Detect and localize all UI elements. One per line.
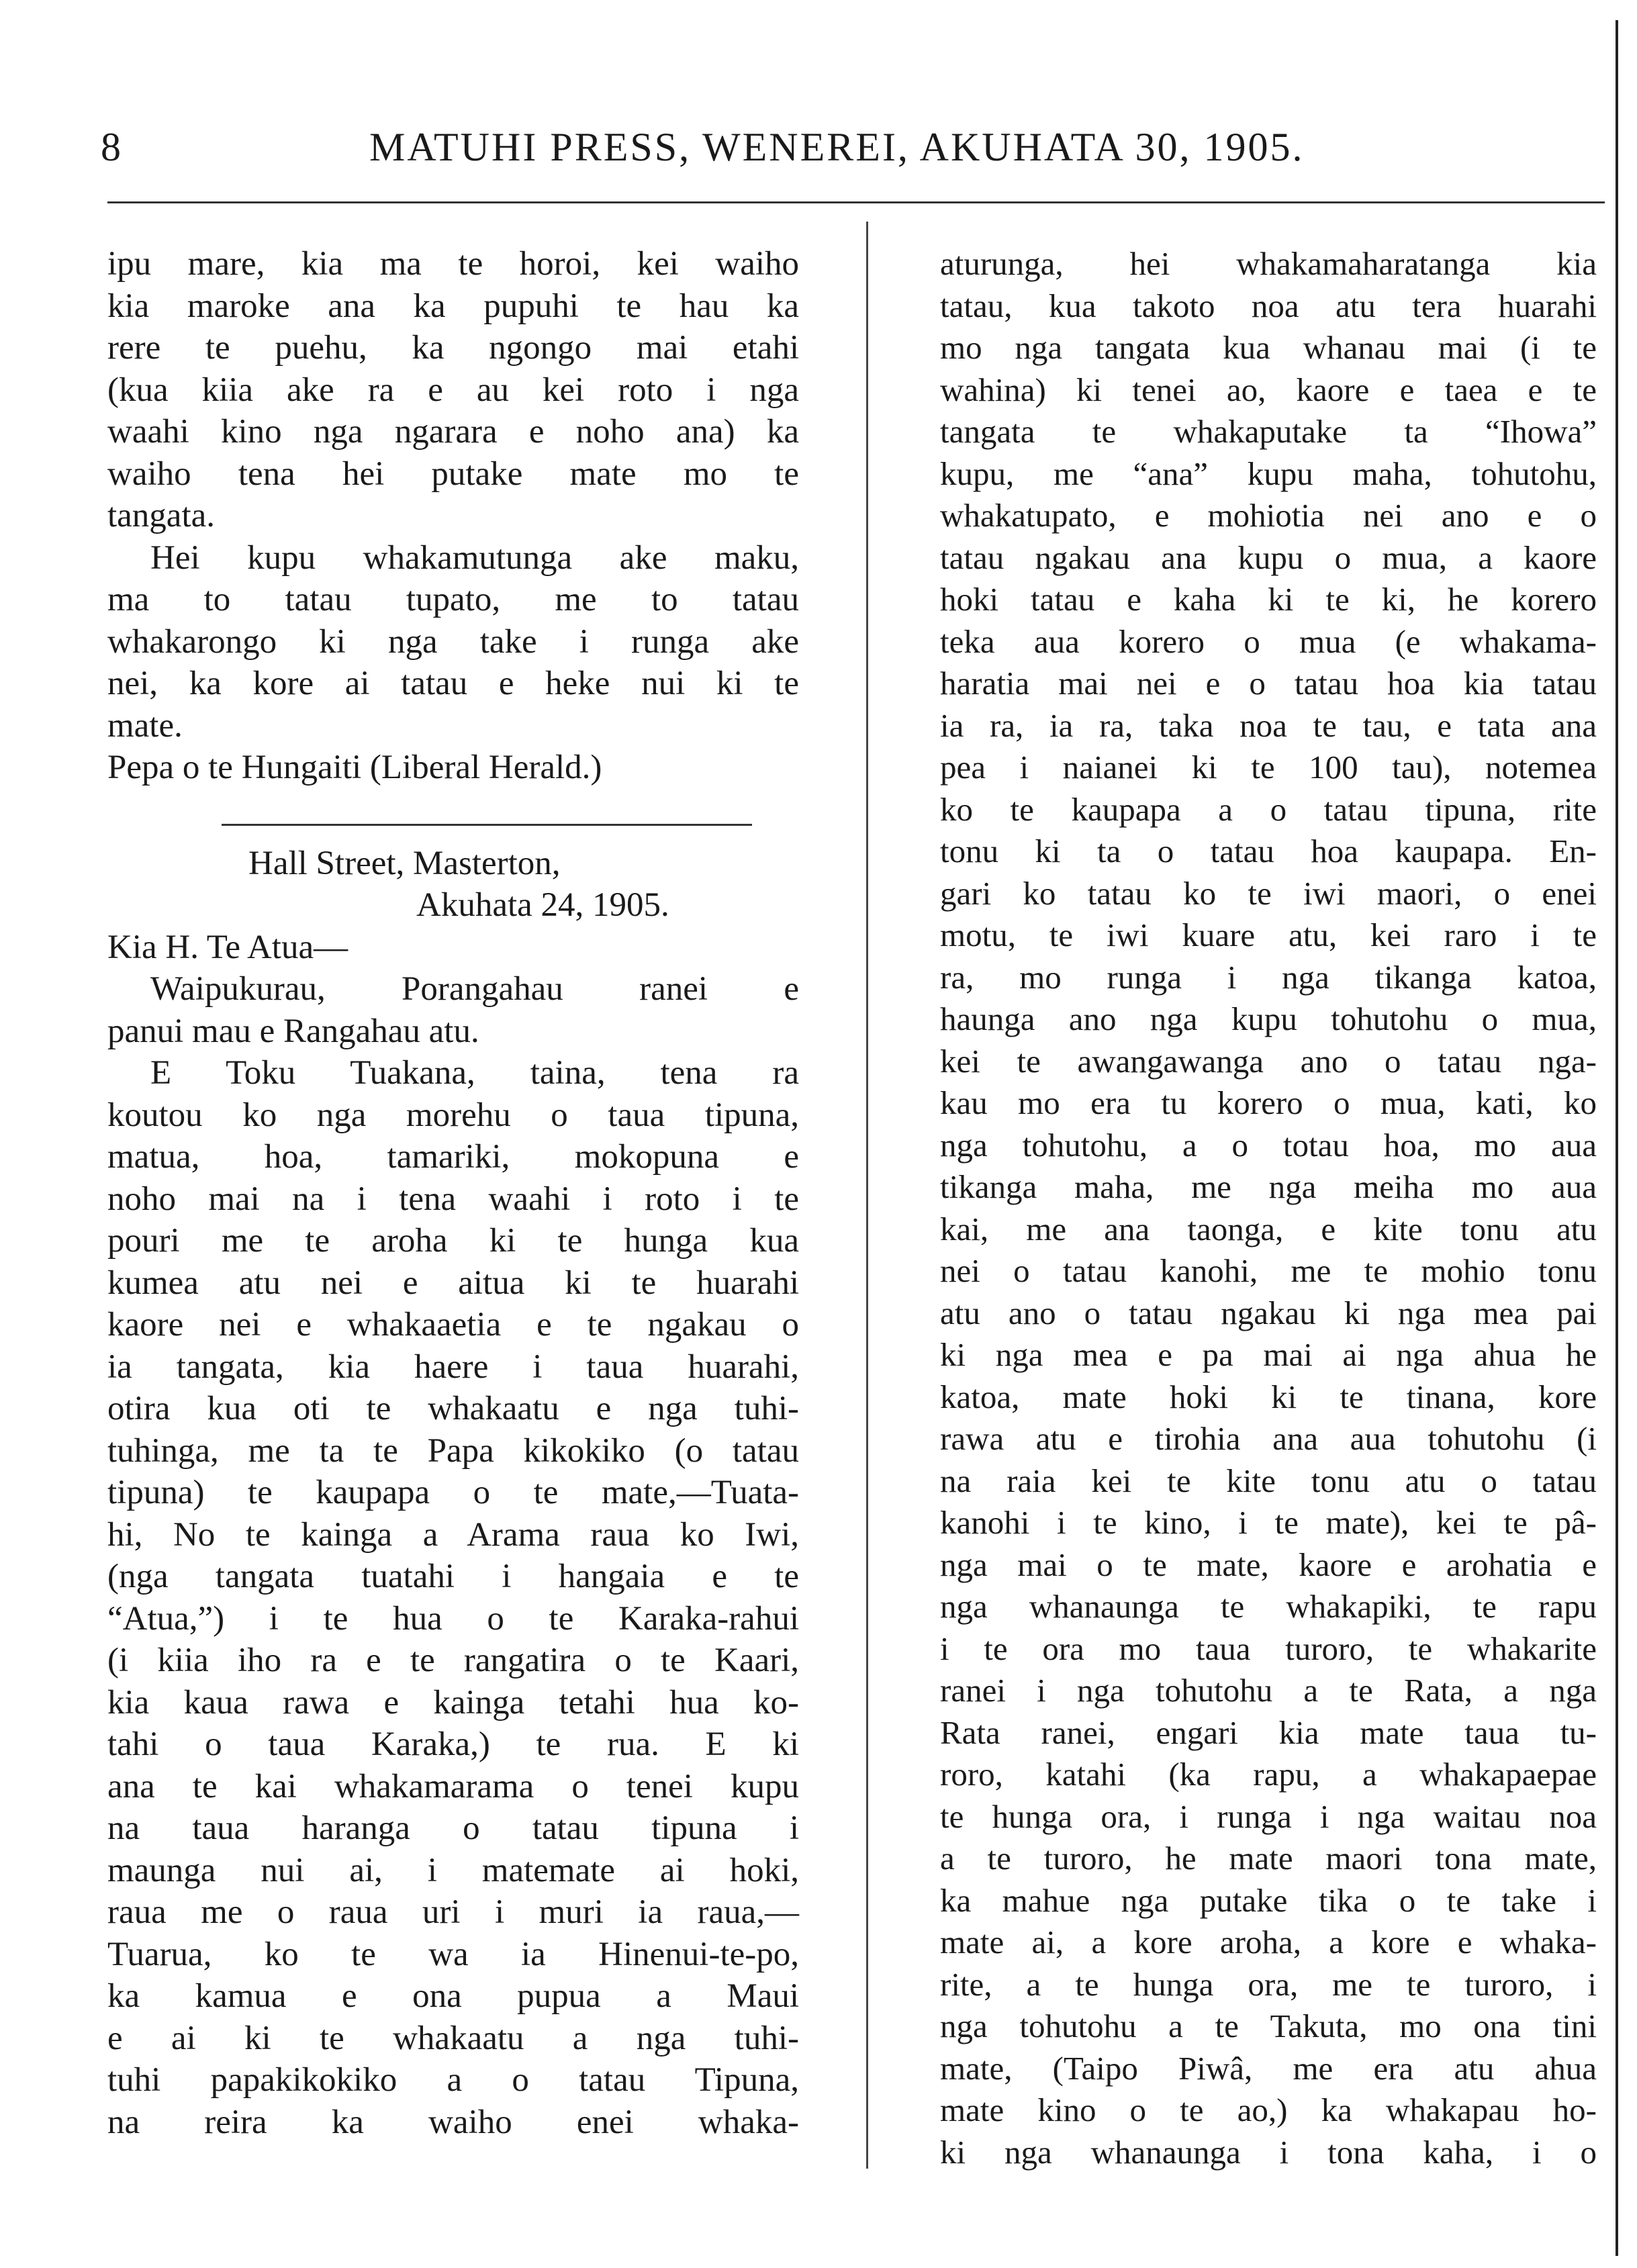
text-line: nga whanaunga te whakapiki, te rapu xyxy=(940,1588,1597,1625)
text-line: E Toku Tuakana, taina, tena ra xyxy=(150,1054,799,1092)
text-line: tipuna) te kaupapa o te mate,—Tuata- xyxy=(107,1474,799,1511)
text-line: ka mahue nga putake tika o te take i xyxy=(940,1881,1597,1919)
text-line: matua, hoa, tamariki, mokopuna e xyxy=(107,1138,799,1176)
text-line: ma to tatau tupato, me to tatau xyxy=(107,581,799,618)
text-line: nga tohutohu a te Takuta, mo ona tini xyxy=(940,2007,1597,2044)
text-line: (kua kiia ake ra e au kei roto i nga xyxy=(107,371,799,409)
text-line: “Atua,”) i te hua o te Karaka-rahui xyxy=(107,1599,799,1638)
text-line: pea i naianei ki te 100 tau), notemea xyxy=(940,749,1597,786)
text-line: (nga tangata tuatahi i hangaia e te xyxy=(107,1558,799,1595)
text-line: mate. xyxy=(107,706,183,745)
text-line: kaore nei e whakaaetia e te ngakau o xyxy=(107,1306,799,1343)
text-line: kei te awangawanga ano o tatau nga- xyxy=(940,1042,1597,1080)
text-line: waahi kino nga ngarara e noho ana) ka xyxy=(107,413,799,451)
text-line: nga tohutohu, a o totau hoa, mo aua xyxy=(940,1126,1597,1164)
text-line: nei o tatau kanohi, me te mohio tonu xyxy=(940,1252,1597,1289)
text-line: kupu, me “ana” kupu maha, tohutohu, xyxy=(940,455,1597,492)
text-line: ipu mare, kia ma te horoi, kei waiho xyxy=(107,245,799,283)
text-line: kanohi i te kino, i te mate), kei te pâ- xyxy=(940,1504,1597,1541)
text-line: ko te kaupapa a o tatau tipuna, rite xyxy=(940,790,1597,828)
text-line: ia ra, ia ra, taka noa te tau, e tata ana xyxy=(940,706,1597,744)
text-line: Rata ranei, engari kia mate taua tu- xyxy=(940,1713,1597,1751)
masthead-title: MATUHI PRESS, WENEREI, AKUHATA 30, 1905. xyxy=(369,125,1305,169)
text-line: teka aua korero o mua (e whakama- xyxy=(940,622,1597,660)
text-line: haunga ano nga kupu tohutohu o mua, xyxy=(940,1000,1597,1037)
text-line: na taua haranga o tatau tipuna i xyxy=(107,1809,799,1847)
text-line: tahi o taua Karaka,) te rua. E ki xyxy=(107,1726,799,1763)
text-line: ranei i nga tohutohu a te Rata, a nga xyxy=(940,1672,1597,1709)
text-line: ana te kai whakamarama o tenei kupu xyxy=(107,1767,799,1805)
text-line: ki nga whanaunga i tona kaha, i o xyxy=(940,2133,1597,2171)
text-line: mate ai, a kore aroha, a kore e whaka- xyxy=(940,1924,1597,1960)
article-separator xyxy=(107,789,799,843)
text-line: mate kino o te ao,) ka whakapau ho- xyxy=(940,2091,1597,2128)
text-line: nga mai o te mate, kaore e arohatia e xyxy=(940,1546,1597,1583)
text-line: kai, me ana taonga, e kite tonu atu xyxy=(940,1210,1597,1247)
text-line: e ai ki te whakaatu a nga tuhi- xyxy=(107,2019,799,2057)
header-rule xyxy=(107,201,1605,203)
text-line: a te turoro, he mate maori tona mate, xyxy=(940,1840,1597,1877)
text-line: ka kamua e ona pupua a Maui xyxy=(107,1977,799,2015)
text-line: noho mai na i tena waahi i roto i te xyxy=(107,1180,799,1218)
text-line: Hei kupu whakamutunga ake maku, xyxy=(150,538,799,577)
text-line: kia maroke ana ka pupuhi te hau ka xyxy=(107,287,799,325)
column-divider xyxy=(866,222,868,2169)
text-line: aturunga, hei whakamaharatanga kia xyxy=(940,245,1597,282)
text-line: kau mo era tu korero o mua, kati, ko xyxy=(940,1084,1597,1121)
text-line: mo nga tangata kua whanau mai (i te xyxy=(940,329,1597,366)
text-line: Waipukurau, Porangahau ranei e xyxy=(150,970,799,1008)
text-line: na reira ka waiho enei whaka- xyxy=(107,2103,799,2141)
text-line: motu, te iwi kuare atu, kei raro i te xyxy=(940,916,1597,953)
text-line: kia kaua rawa e kainga tetahi hua ko- xyxy=(107,1683,799,1721)
text-line: koutou ko nga morehu o taua tipuna, xyxy=(107,1096,799,1134)
text-line: tatau, kua takoto noa atu tera huarahi xyxy=(940,287,1597,324)
left-column xyxy=(107,243,799,2143)
text-line: whakatupato, e mohiotia nei ano e o xyxy=(940,497,1597,534)
letter-salutation: Kia H. Te Atua— xyxy=(107,928,348,966)
text-line: hi, No te kainga a Arama raua ko Iwi, xyxy=(107,1515,799,1554)
text-line: tikanga maha, me nga meiha mo aua xyxy=(940,1168,1597,1205)
text-line: kumea atu nei e aitua ki te huarahi xyxy=(107,1264,799,1302)
text-line: nei, ka kore ai tatau e heke nui ki te xyxy=(107,665,799,702)
text-line: tatau ngakau ana kupu o mua, a kaore xyxy=(940,538,1597,576)
text-line: te hunga ora, i runga i nga waitau noa xyxy=(940,1797,1597,1835)
right-column xyxy=(940,243,1597,2173)
page-number: 8 xyxy=(101,125,123,169)
text-line: otira kua oti te whakaatu e nga tuhi- xyxy=(107,1390,799,1427)
text-line: tuhi papakikokiko a o tatau Tipuna, xyxy=(107,2061,799,2099)
text-line: raua me o raua uri i muri ia raua,— xyxy=(107,1893,799,1931)
text-line: pouri me te aroha ki te hunga kua xyxy=(107,1222,799,1260)
page-edge-rule xyxy=(1616,20,1618,2256)
source-credit: Pepa o te Hungaiti (Liberal Herald.) xyxy=(107,749,602,786)
letter-date: Akuhata 24, 1905. xyxy=(416,886,669,924)
text-line: tuhinga, me ta te Papa kikokiko (o tatau xyxy=(107,1431,799,1470)
text-line: gari ko tatau ko te iwi maori, o enei xyxy=(940,874,1597,912)
text-line: ia tangata, kia haere i taua huarahi, xyxy=(107,1348,799,1386)
text-line: i te ora mo taua turoro, te whakarite xyxy=(940,1629,1597,1667)
text-line: rawa atu e tirohia ana aua tohutohu (i xyxy=(940,1420,1597,1457)
letter-address: Hall Street, Masterton, xyxy=(248,844,561,882)
text-line: hoki tatau e kaha ki te ki, he korero xyxy=(940,581,1597,618)
text-line: panui mau e Rangahau atu. xyxy=(107,1012,479,1050)
text-line: Tuarua, ko te wa ia Hinenui-te-po, xyxy=(107,1935,799,1973)
text-line: (i kiia iho ra e te rangatira o te Kaari, xyxy=(107,1642,799,1679)
page-header xyxy=(101,124,1598,191)
text-line: maunga nui ai, i matemate ai hoki, xyxy=(107,1851,799,1889)
text-line: waiho tena hei putake mate mo te xyxy=(107,455,799,493)
text-line: whakarongo ki nga take i runga ake xyxy=(107,622,799,661)
text-line: mate, (Taipo Piwâ, me era atu ahua xyxy=(940,2049,1597,2087)
text-line: wahina) ki tenei ao, kaore e taea e te xyxy=(940,371,1597,408)
text-line: rere te puehu, ka ngongo mai etahi xyxy=(107,329,799,367)
text-line: katoa, mate hoki ki te tinana, kore xyxy=(940,1378,1597,1415)
text-line: tonu ki ta o tatau hoa kaupapa. En- xyxy=(940,833,1597,869)
text-line: rite, a te hunga ora, me te turoro, i xyxy=(940,1965,1597,2003)
text-line: na raia kei te kite tonu atu o tatau xyxy=(940,1462,1597,1499)
text-line: ki nga mea e pa mai ai nga ahua he xyxy=(940,1336,1597,1373)
text-line: ra, mo runga i nga tikanga katoa, xyxy=(940,958,1597,996)
text-line: roro, katahi (ka rapu, a whakapaepae xyxy=(940,1756,1597,1793)
text-line: tangata. xyxy=(107,497,215,534)
text-line: haratia mai nei e o tatau hoa kia tatau xyxy=(940,665,1597,702)
text-line: atu ano o tatau ngakau ki nga mea pai xyxy=(940,1294,1597,1331)
text-line: tangata te whakaputake ta “Ihowa” xyxy=(940,413,1597,450)
